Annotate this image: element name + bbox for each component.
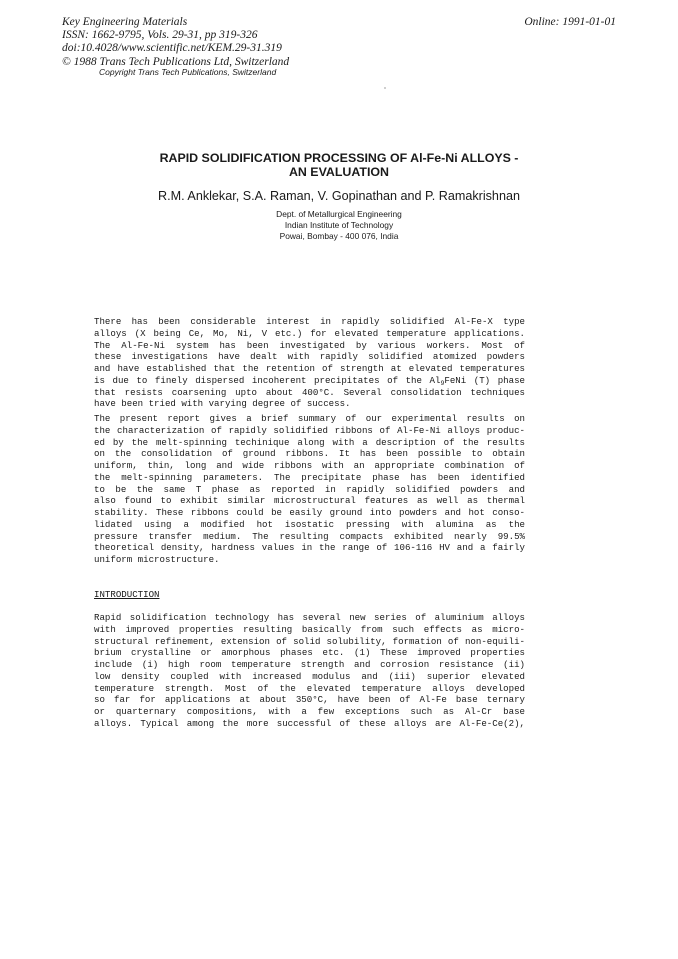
text-line: include (i) high room temperature strength and corrosion resistance (ii) bbox=[94, 659, 525, 670]
text-line: Rapid solidification technology has several new series of aluminium alloys bbox=[94, 612, 525, 623]
online-date: Online: 1991-01-01 bbox=[524, 16, 616, 28]
text-line: brium crystalline or amorphous phases etc. (1) These improved properties bbox=[94, 647, 525, 659]
subscript: 9 bbox=[440, 379, 445, 387]
text-line: on the consolidation of ground ribbons. It has been possible to obtain bbox=[94, 448, 525, 460]
text-line: also found to exhibit similar microstructural features as well as thermal bbox=[94, 495, 525, 507]
affiliation-dept: Dept. of Metallurgical Engineering bbox=[276, 209, 402, 219]
text-line: temperature strength. Most of the elevated temperature alloys developed bbox=[94, 682, 525, 694]
abstract-paragraph-2 bbox=[94, 413, 525, 566]
text-line: to be the same T phase as reported in rapidly solidified powders and bbox=[94, 483, 525, 495]
text-line: alloys (X being Ce, Mo, Ni, V etc.) for elevated temperature applications. bbox=[94, 327, 525, 339]
copyright-note: Copyright Trans Tech Publications, Switzerland bbox=[99, 67, 277, 77]
text-line: with improved properties resulting basically from such effects as micro- bbox=[94, 623, 525, 635]
doi-line: doi:10.4028/www.scientific.net/KEM.29-31.319 bbox=[62, 42, 282, 55]
publisher-line: © 1988 Trans Tech Publications Ltd, Switzerland bbox=[62, 55, 290, 68]
text-line: that resists coarsening upto about 400°C. Several consolidation techniques bbox=[94, 386, 525, 398]
section-heading-introduction: INTRODUCTION bbox=[94, 589, 160, 600]
text-line: have been tried with varying degree of success. bbox=[94, 398, 351, 410]
affiliation bbox=[0, 209, 678, 241]
text-line: The present report gives a brief summary of our experimental results on bbox=[94, 413, 525, 424]
issn-line: ISSN: 1662-9795, Vols. 29-31, pp 319-326 bbox=[62, 29, 258, 42]
text-line: alloys. Typical among the more successful of these alloys are Al-Fe-Ce(2), bbox=[94, 717, 525, 729]
scan-speck bbox=[384, 87, 386, 89]
text-line: pressure transfer medium. The resulting compacts exhibited nearly 99.5% bbox=[94, 530, 525, 542]
abstract-paragraph-1 bbox=[94, 316, 525, 410]
text-segment: FeNi (T) phase bbox=[444, 374, 525, 386]
text-line: so far for applications at about 350°C, have been of Al-Fe base ternary bbox=[94, 694, 525, 706]
text-line: these investigations have dealt with rapidly solidified atomized powders bbox=[94, 351, 525, 363]
text-line: structural refinement, extension of solid solubility, formation of non-equili- bbox=[94, 635, 525, 647]
author-list: R.M. Anklekar, S.A. Raman, V. Gopinathan and P. Ramakrishnan bbox=[158, 189, 520, 203]
text-line-with-formula bbox=[94, 375, 525, 387]
text-line: There has been considerable interest in rapidly solidified Al-Fe-X type bbox=[94, 316, 525, 327]
text-line: uniform, thin, long and wide ribbons with an appropriate combination of bbox=[94, 460, 525, 471]
title-line-1: RAPID SOLIDIFICATION PROCESSING OF Al-Fe-Ni ALLOYS - bbox=[159, 151, 519, 165]
text-line: the melt-spinning parameters. The precipitate phase has been identified bbox=[94, 471, 525, 483]
journal-header bbox=[62, 16, 289, 69]
journal-name: Key Engineering Materials bbox=[62, 16, 188, 28]
text-line: theoretical density, hardness values in the range of 106-116 HV and a fairly bbox=[94, 542, 525, 554]
text-line: The Al-Fe-Ni system has been investigated by various workers. Most of bbox=[94, 339, 525, 351]
text-line: and have established that the retention of strength at elevated temperatures bbox=[94, 363, 525, 374]
text-line: low density coupled with increased modulus and (iii) superior elevated bbox=[94, 670, 525, 682]
title-line-2: AN EVALUATION bbox=[288, 165, 390, 179]
text-line: uniform microstructure. bbox=[94, 554, 220, 565]
text-line: the characterization of rapidly solidified ribbons of Al-Fe-Ni alloys produc- bbox=[94, 424, 525, 436]
text-line: or quarternary compositions, with a few exceptions such as Al-Cr base bbox=[94, 706, 525, 717]
introduction-paragraph bbox=[94, 612, 525, 730]
text-segment: is due to finely dispersed incoherent precipitates of the Al bbox=[94, 374, 441, 386]
affiliation-address: Powai, Bombay - 400 076, India bbox=[279, 230, 399, 241]
text-line: stability. These ribbons could be easily ground into powders and hot conso- bbox=[94, 507, 525, 518]
paper-title bbox=[0, 151, 678, 179]
affiliation-institute: Indian Institute of Technology bbox=[284, 219, 394, 230]
text-line: ed by the melt-spinning techinique along with a description of the results bbox=[94, 436, 525, 448]
text-line: lidated using a modified hot isostatic pressing with alumina as the bbox=[94, 518, 525, 530]
